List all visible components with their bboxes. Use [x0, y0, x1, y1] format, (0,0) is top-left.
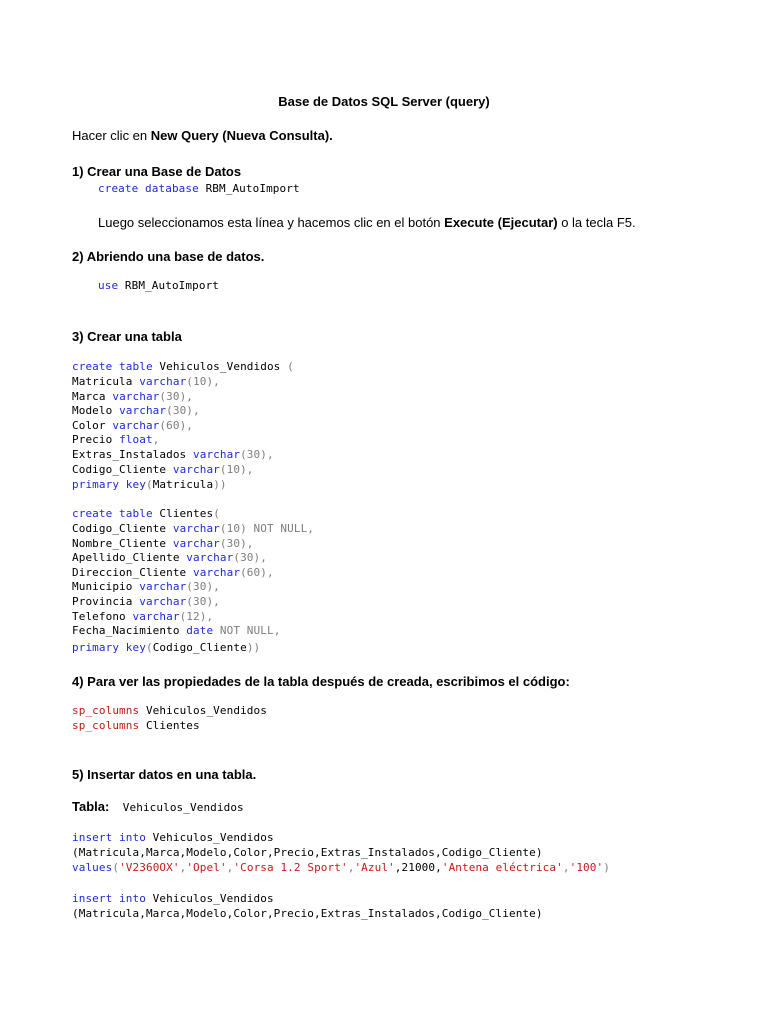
column-definition: [72, 419, 193, 432]
keyword: insert into: [72, 892, 146, 905]
punct: ,: [347, 861, 355, 874]
column-name: Matricula: [72, 375, 140, 388]
type-args: (12),: [179, 609, 214, 623]
section-2-heading: 2) Abriendo una base de datos.: [72, 249, 265, 264]
vehiculos-primary-key-line: [72, 478, 227, 491]
section-3-heading: 3) Crear una tabla: [72, 329, 182, 344]
insert-columns-line: (Matricula,Marca,Modelo,Color,Precio,Extras_Instalados,Codigo_Cliente): [72, 846, 543, 859]
note-pre: Luego seleccionamos esta línea y hacemos clic en el botón: [98, 215, 445, 230]
sp-columns-line: [72, 704, 267, 717]
data-type: varchar: [193, 448, 241, 461]
data-type: varchar: [172, 536, 220, 550]
data-type: varchar: [172, 462, 220, 476]
procedure-name: sp_columns: [72, 719, 140, 732]
identifier: Clientes: [152, 507, 214, 520]
column-definition: [72, 580, 220, 593]
keyword: use: [98, 279, 119, 292]
column-name: Direccion_Cliente: [72, 565, 194, 579]
column-name: Codigo_Cliente: [72, 462, 173, 476]
column-name: Precio: [72, 433, 120, 447]
create-table-vehiculos-line: [72, 360, 294, 373]
type-args: ,: [152, 433, 160, 447]
column-name: Codigo_Cliente: [72, 522, 173, 535]
column-definition: [72, 375, 220, 388]
tabla-name: Vehiculos_Vendidos: [109, 801, 244, 814]
keyword: values: [72, 861, 113, 874]
column-definition: [72, 404, 200, 417]
type-args: (30),: [159, 389, 194, 403]
data-type: varchar: [193, 565, 241, 579]
type-args: (10),: [186, 375, 220, 388]
column-name: Color: [72, 418, 113, 432]
keyword: create table: [72, 360, 153, 373]
intro-text: [72, 128, 333, 143]
type-args: (10): [219, 522, 247, 535]
type-args: (60),: [240, 565, 274, 579]
column-definition: [72, 595, 220, 608]
keyword: create table: [72, 507, 153, 520]
page-title: Base de Datos SQL Server (query): [278, 94, 490, 109]
data-type: varchar: [186, 551, 234, 565]
type-args: (30),: [186, 580, 220, 594]
column-definition: [72, 448, 274, 461]
column-definition: [72, 566, 274, 579]
string-literal: 'Corsa 1.2 Sport': [233, 861, 348, 874]
identifier: Vehiculos_Vendidos: [145, 892, 274, 905]
column-definition: [72, 551, 267, 564]
constraint: NOT NULL,: [246, 522, 315, 535]
punct: ): [603, 861, 610, 874]
column-definition: [72, 610, 213, 623]
punct: (: [213, 507, 220, 520]
section-1-heading: 1) Crear una Base de Datos: [72, 164, 242, 179]
string-literal: 'Azul': [354, 861, 395, 874]
data-type: varchar: [119, 404, 167, 418]
procedure-name: sp_columns: [72, 704, 140, 717]
identifier: Vehiculos_Vendidos: [145, 831, 274, 844]
constraint: NOT NULL,: [213, 624, 281, 638]
clientes-primary-key-line: [72, 641, 260, 654]
data-type: varchar: [172, 522, 220, 535]
intro-bold: New Query (Nueva Consulta).: [150, 128, 333, 143]
type-args: (30),: [240, 448, 274, 461]
column-name: Apellido_Cliente: [72, 551, 187, 565]
column-definition: [72, 537, 254, 550]
punct: ,: [562, 861, 570, 874]
type-args: (30),: [233, 551, 267, 565]
string-literal: '100': [569, 861, 604, 874]
insert-into-line: [72, 892, 274, 905]
column-definition: [72, 463, 254, 476]
identifier: Vehiculos_Vendidos: [139, 704, 267, 717]
punct: )): [213, 478, 227, 491]
number-literal: ,21000,: [394, 861, 442, 874]
create-database-code: [98, 182, 300, 195]
column-name: Fecha_Nacimiento: [72, 624, 187, 638]
create-table-clientes-line: [72, 507, 220, 520]
column-name: Extras_Instalados: [72, 448, 194, 461]
identifier: Vehiculos_Vendidos: [152, 360, 288, 373]
tabla-line: [72, 798, 244, 816]
note-bold: Execute (Ejecutar): [444, 215, 558, 230]
identifier: RBM_AutoImport: [118, 279, 220, 292]
data-type: varchar: [112, 389, 160, 403]
data-type: date: [186, 624, 214, 638]
punct: (: [112, 861, 120, 874]
column-name: Modelo: [72, 404, 120, 418]
column-definition: [72, 522, 314, 535]
data-type: float: [119, 433, 153, 447]
sp-columns-line: [72, 719, 200, 732]
identifier: Clientes: [139, 719, 200, 732]
keyword: create database: [98, 182, 199, 195]
section-5-heading: 5) Insertar datos en una tabla.: [72, 767, 257, 782]
type-args: (30),: [186, 595, 220, 608]
punct: ,: [179, 861, 187, 874]
column-name: Provincia: [72, 595, 140, 608]
string-literal: 'Antena eléctrica': [441, 861, 563, 874]
insert-values-line: [72, 861, 610, 874]
column-name: Telefono: [72, 609, 133, 623]
identifier: Matricula: [152, 478, 214, 491]
section-1-note: [98, 215, 636, 230]
data-type: varchar: [132, 609, 180, 623]
keyword: insert into: [72, 831, 146, 844]
tabla-label: Tabla:: [72, 799, 110, 814]
type-args: (30),: [166, 404, 200, 418]
punct: )): [246, 641, 261, 654]
punct: (: [287, 360, 294, 373]
data-type: varchar: [139, 580, 187, 594]
punct: (: [145, 478, 153, 491]
data-type: varchar: [139, 375, 187, 388]
keyword: primary key: [72, 478, 146, 491]
data-type: varchar: [112, 418, 160, 432]
type-args: (30),: [219, 536, 254, 550]
intro-pre: Hacer clic en: [72, 128, 151, 143]
column-name: Municipio: [72, 580, 140, 594]
string-literal: 'V2360OX': [119, 861, 180, 874]
keyword: primary key: [72, 641, 146, 654]
note-post: o la tecla F5.: [557, 215, 636, 230]
use-database-code: [98, 279, 219, 292]
column-definition: [72, 624, 280, 637]
section-4-heading: 4) Para ver las propiedades de la tabla después de creada, escribimos el código:: [72, 674, 570, 689]
data-type: varchar: [139, 595, 187, 608]
punct: ,: [226, 861, 234, 874]
type-args: (60),: [159, 418, 194, 432]
column-definition: [72, 433, 159, 446]
column-name: Marca: [72, 389, 113, 403]
insert-into-line: [72, 831, 274, 844]
type-args: (10),: [219, 462, 254, 476]
column-name: Nombre_Cliente: [72, 536, 173, 550]
column-definition: [72, 390, 193, 403]
insert-columns-line: (Matricula,Marca,Modelo,Color,Precio,Extras_Instalados,Codigo_Cliente): [72, 907, 543, 920]
punct: (: [145, 641, 153, 654]
identifier: RBM_AutoImport: [198, 182, 300, 195]
string-literal: 'Opel': [186, 861, 227, 874]
identifier: Codigo_Cliente: [152, 641, 247, 654]
